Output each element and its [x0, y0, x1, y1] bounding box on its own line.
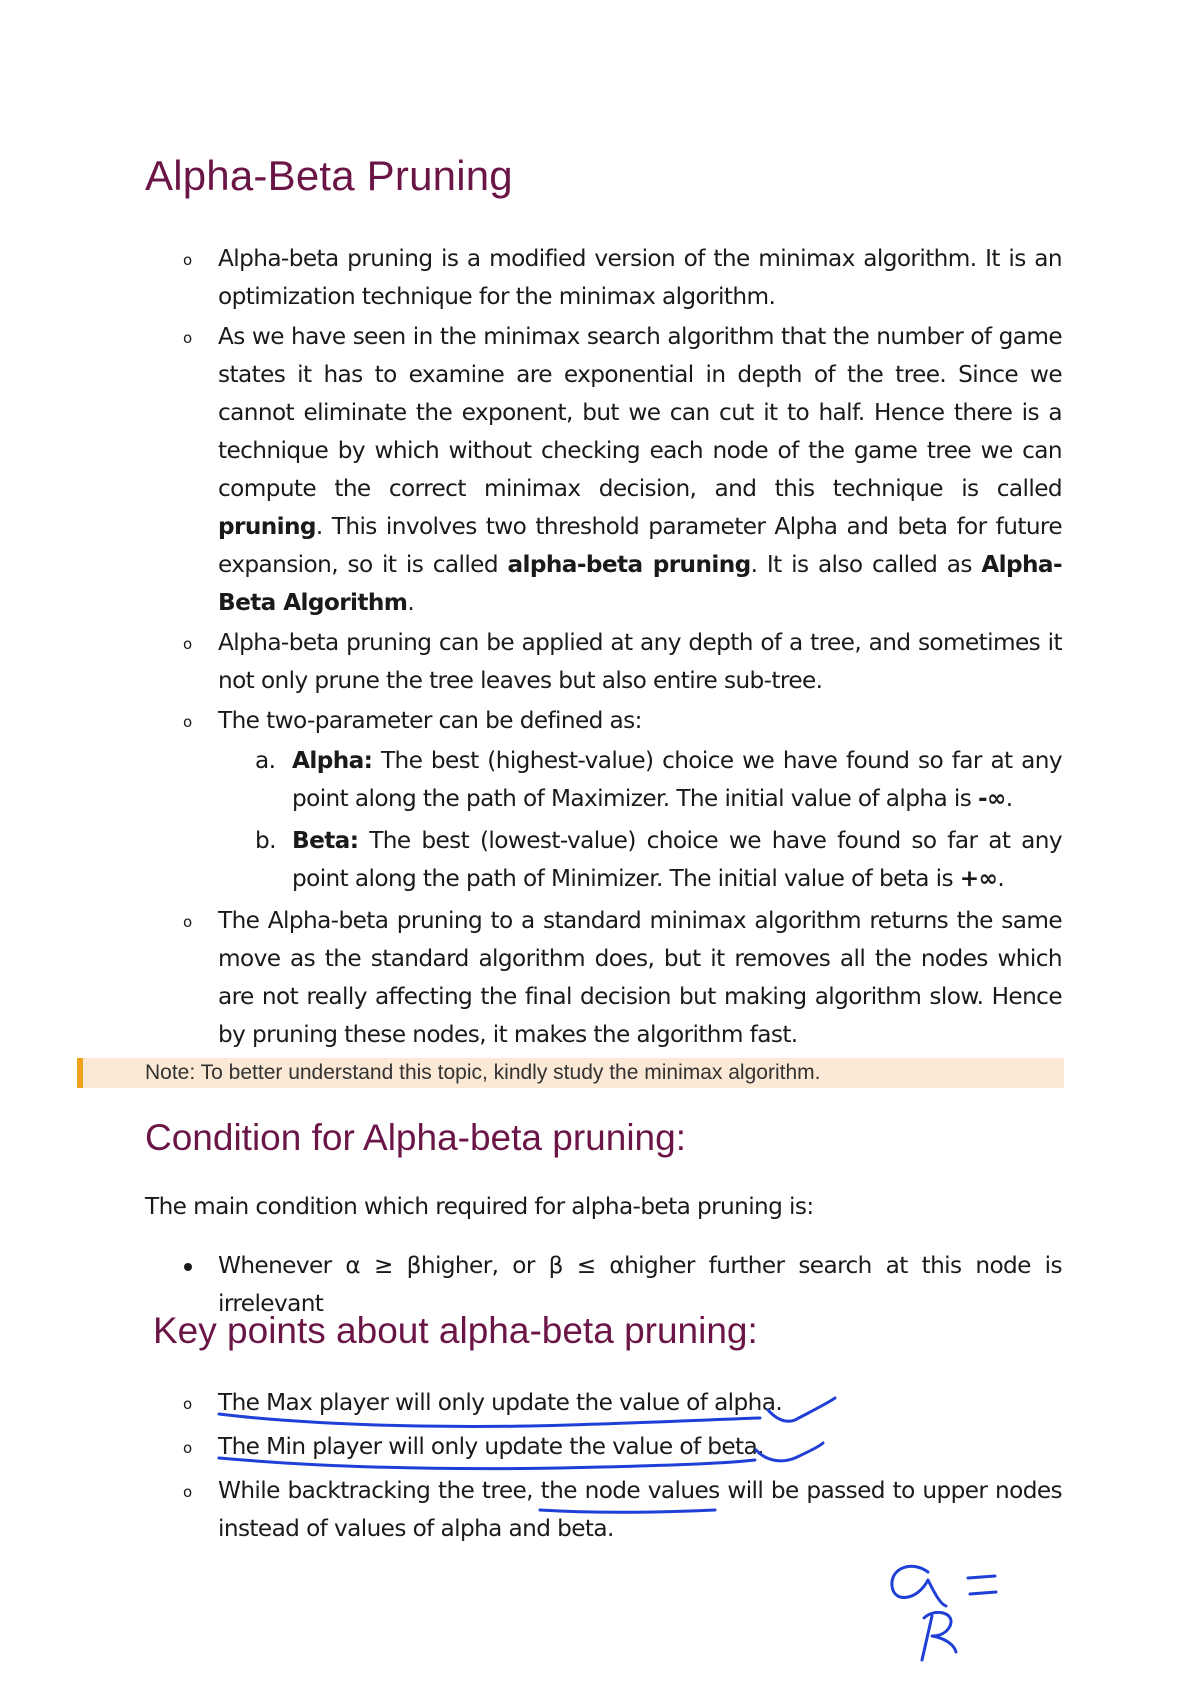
item-text: . This involves two threshold parameter Alpha and beta for future expansion, so it is called: [218, 513, 1062, 578]
infinity-value: +∞: [959, 865, 998, 892]
item-text: The best (highest-value) choice we have found so far at any point along the path of Maximizer. The initial value of alpha is: [292, 747, 1062, 812]
bullet-icon: o: [183, 1483, 192, 1501]
bold-term: Alpha-Beta Algorithm: [218, 551, 1062, 616]
keypoints-list: [0, 1384, 1200, 1548]
bullet-icon: o: [183, 251, 192, 269]
list-item: [0, 1384, 1200, 1422]
bullet-icon: o: [183, 1439, 192, 1457]
item-text: The best (lowest-value) choice we have found so far at any point along the path of Minimizer. The initial value of beta is: [292, 827, 1062, 892]
note-callout: Note: To better understand this topic, kindly study the minimax algorithm.: [77, 1058, 1064, 1088]
bullet-icon: o: [183, 635, 192, 653]
equals-icon: [968, 1576, 996, 1594]
bold-term: alpha-beta pruning: [507, 551, 751, 578]
item-text: .: [407, 589, 415, 616]
page-title: Alpha-Beta Pruning: [145, 152, 513, 199]
item-text: The Max player will only update the value of alpha.: [218, 1389, 783, 1416]
item-text: Whenever α ≥ βhigher, or β ≤ αhigher further search at this node is irrelevant: [218, 1252, 1062, 1317]
item-text: .: [997, 865, 1005, 892]
item-text: The Min player will only update the value of beta.: [218, 1433, 764, 1460]
bold-term: Beta:: [292, 827, 359, 854]
bullet-dot-icon: [184, 1263, 192, 1271]
condition-intro: The main condition which required for alpha-beta pruning is:: [145, 1193, 814, 1220]
condition-heading: Condition for Alpha-beta pruning:: [145, 1117, 686, 1158]
list-label: a.: [255, 747, 276, 774]
bullet-icon: o: [183, 329, 192, 347]
parameter-item: [0, 742, 1200, 818]
item-text: As we have seen in the minimax search algorithm that the number of game states it has to examine are exponential in depth of the tree. Since we cannot eliminate the exponent, but we can cut it to half. Hence there is a technique by which without checking each node of the game tree we can compute the correct minimax decision, and this technique is called: [218, 323, 1062, 502]
list-item: [0, 624, 1200, 700]
beta-glyph-icon: [922, 1612, 956, 1660]
alpha-glyph-icon: [892, 1566, 946, 1606]
bullet-icon: o: [183, 913, 192, 931]
item-text: Alpha-beta pruning is a modified version of the minimax algorithm. It is an optimization technique for the minimax algorithm.: [218, 245, 1062, 310]
item-text: The two-parameter can be defined as:: [218, 707, 642, 734]
bullet-icon: o: [183, 713, 192, 731]
bold-term: pruning: [218, 513, 316, 540]
infinity-value: -∞: [977, 785, 1006, 812]
item-text: . It is also called as: [750, 551, 982, 578]
item-text: .: [1005, 785, 1013, 812]
item-text: While backtracking the tree, the node values will be passed to upper nodes instead of values of alpha and beta.: [218, 1477, 1062, 1542]
item-text: Alpha-beta pruning can be applied at any depth of a tree, and sometimes it not only prune the tree leaves but also entire sub-tree.: [218, 629, 1062, 694]
list-label: b.: [255, 827, 276, 854]
bold-term: Alpha:: [292, 747, 373, 774]
parameter-item: [0, 822, 1200, 898]
bullet-icon: o: [183, 1395, 192, 1413]
list-item: [0, 318, 1200, 622]
keypoints-heading: Key points about alpha-beta pruning:: [153, 1310, 758, 1351]
list-item: [0, 702, 1200, 740]
list-item: [0, 902, 1200, 1054]
list-item: [0, 1428, 1200, 1466]
intro-list: [0, 240, 1200, 1054]
item-text: The Alpha-beta pruning to a standard minimax algorithm returns the same move as the standard algorithm does, but it removes all the nodes which are not really affecting the final decision but making algorithm slow. Hence by pruning these nodes, it makes the algorithm fast.: [218, 907, 1062, 1048]
list-item: [0, 240, 1200, 316]
list-item: [0, 1472, 1200, 1548]
